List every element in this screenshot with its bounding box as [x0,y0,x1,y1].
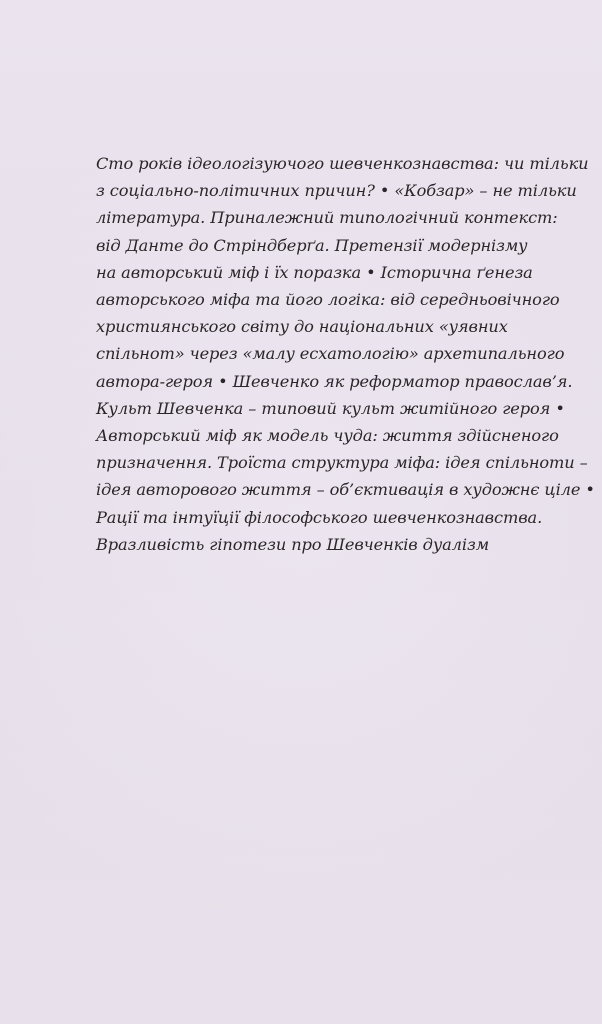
abstract-line: на авторський міф і їх поразка • Історична ґенеза [96,262,533,282]
abstract-line: автора-героя • Шевченко як реформатор православ’я. [96,371,573,391]
abstract-line: призначення. Троїста структура міфа: ідея спільноти – [96,453,588,473]
abstract-line: Авторський міф як модель чуда: життя здійсненого [96,426,559,446]
abstract-line: Культ Шевченка – типовий культ житійного героя • [96,398,565,418]
abstract-line: з соціально-політичних причин? • «Кобзар» – не тільки [96,181,577,201]
abstract-line: ідея авторового життя – об’єктивація в художнє ціле • [96,480,595,500]
abstract-line: спільнот» через «малу есхатологію» архетипального [96,344,565,364]
abstract-line: авторського міфа та його логіка: від середньовічного [96,290,560,310]
abstract-line: від Данте до Стріндберґа. Претензії модернізму [96,235,528,255]
abstract-line: література. Приналежний типологічний контекст: [96,208,558,228]
abstract-line: Рації та інтуїції філософського шевченкознавства. [96,507,543,527]
abstract-line: Сто років ідеологізуючого шевченкознавства: чи тільки [96,154,589,173]
abstract-line: християнського світу до національних «уявних [96,317,508,337]
chapter-abstract [96,150,595,558]
abstract-line: Вразливість гіпотези про Шевченків дуалізм [96,534,490,554]
